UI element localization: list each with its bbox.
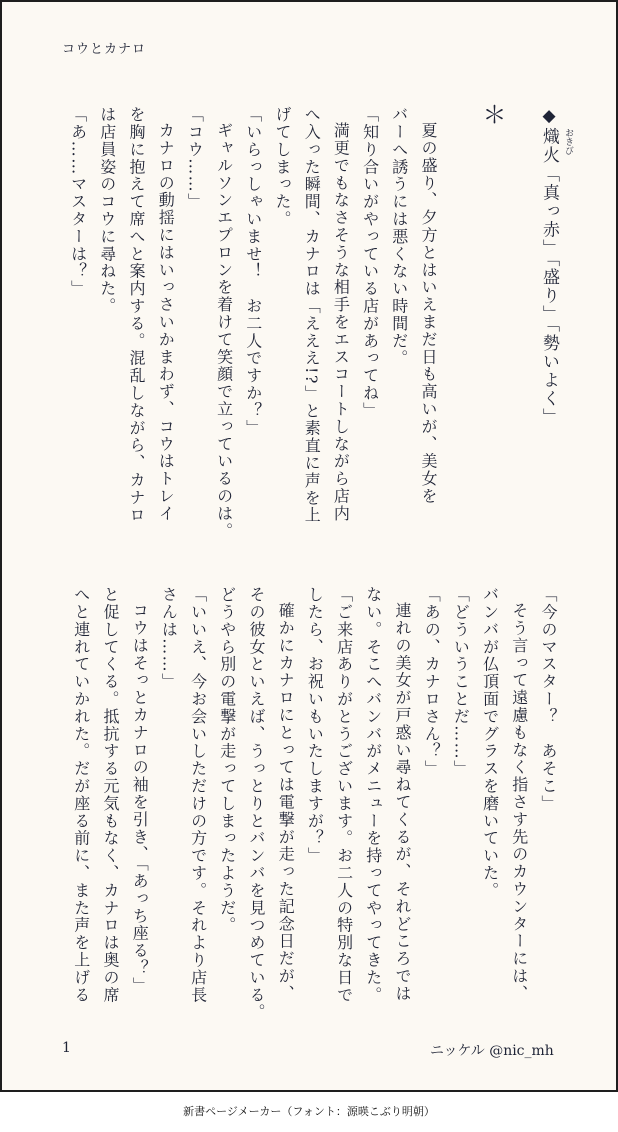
text-column: げてしまった。 [273, 106, 292, 228]
text-column: ギャルソンエプロンを着けて笑顔で立っているのは。 [214, 122, 234, 540]
text-column: 確かにカナロにとっては電撃が走った記念日だが、 [276, 602, 296, 1003]
chapter-heading-ruby: おきび [563, 128, 573, 155]
text-column: と促してくる。抵抗する元気もなく、カナロは奥の席 [101, 586, 120, 1004]
text-column: を胸に抱えて席へと案内する。混乱しながら、カナロ [127, 106, 146, 524]
text-column: ない。そこへバンバがメニューを持ってやってきた。 [363, 586, 383, 1004]
text-column: バンバが仏頂面でグラスを磨いていた。 [480, 586, 500, 900]
text-column: 「いらっしゃいませ！ お二人ですか？」 [243, 106, 263, 437]
text-column: さんは……」 [159, 586, 179, 691]
text-column: 「あ……マスターは？」 [68, 106, 88, 298]
maker-caption: 新書ページメーカー（フォント：源暎こぶり明朝） [183, 1105, 435, 1118]
text-column: 「ご来店ありがとうございます。お二人の特別な日で [334, 586, 354, 1004]
text-column: カナロの動揺にはいっさいかまわず、コウはトレイ [156, 122, 176, 523]
text-column: そう言って遠慮もなく指さす先のカウンターには、 [509, 602, 529, 1003]
text-column: どうやら別の電撃が走ってしまったようだ。 [217, 586, 237, 934]
text-column: 連れの美女が戸惑い尋ねてくるが、それどころでは [393, 602, 412, 1003]
text-column: バーへ誘うには悪くない時間だ。 [389, 106, 409, 367]
author-credit: ニッケル @nic_mh [430, 1043, 554, 1059]
text-column: へと連れていかれた。だが座る前に、また声を上げる [71, 586, 91, 1004]
text-column: 「いいえ、今お会いしただけの方です。それより店長 [188, 586, 208, 1004]
text-column: コウはそっとカナロの袖を引き、「あっち座る？」 [130, 602, 150, 995]
text-column: その彼女といえば、うっとりとバンバを見つめている。 [247, 586, 266, 1021]
text-column: は店員姿のコウに尋ねた。 [97, 106, 117, 315]
chapter-heading: ◆熾火「真っ赤」「盛り」「勢いよく」 [539, 106, 559, 427]
text-column: へ入った瞬間、カナロは「えええ!?」と素直に声を上 [302, 106, 322, 525]
text-column: 「知り合いがやっている店があってね」 [360, 106, 380, 420]
text-column: 「あの、カナロさん？」 [422, 586, 442, 778]
page-header-title: コウとカナロ [62, 42, 147, 57]
text-column: 夏の盛り、夕方とはいえまだ日も高いが、美女を [419, 122, 438, 505]
text-column: 「どういうことだ……」 [451, 586, 471, 778]
text-column: 満更でもなさそうな相手をエスコートしながら店内 [331, 122, 351, 523]
page-number: 1 [62, 1040, 71, 1056]
section-separator: ＊ [478, 102, 506, 128]
text-column: したら、お祝いもいたしますが？」 [305, 586, 325, 865]
text-column: 「コウ……」 [185, 106, 205, 211]
text-column: 「今のマスター？ あそこ」 [539, 586, 558, 813]
